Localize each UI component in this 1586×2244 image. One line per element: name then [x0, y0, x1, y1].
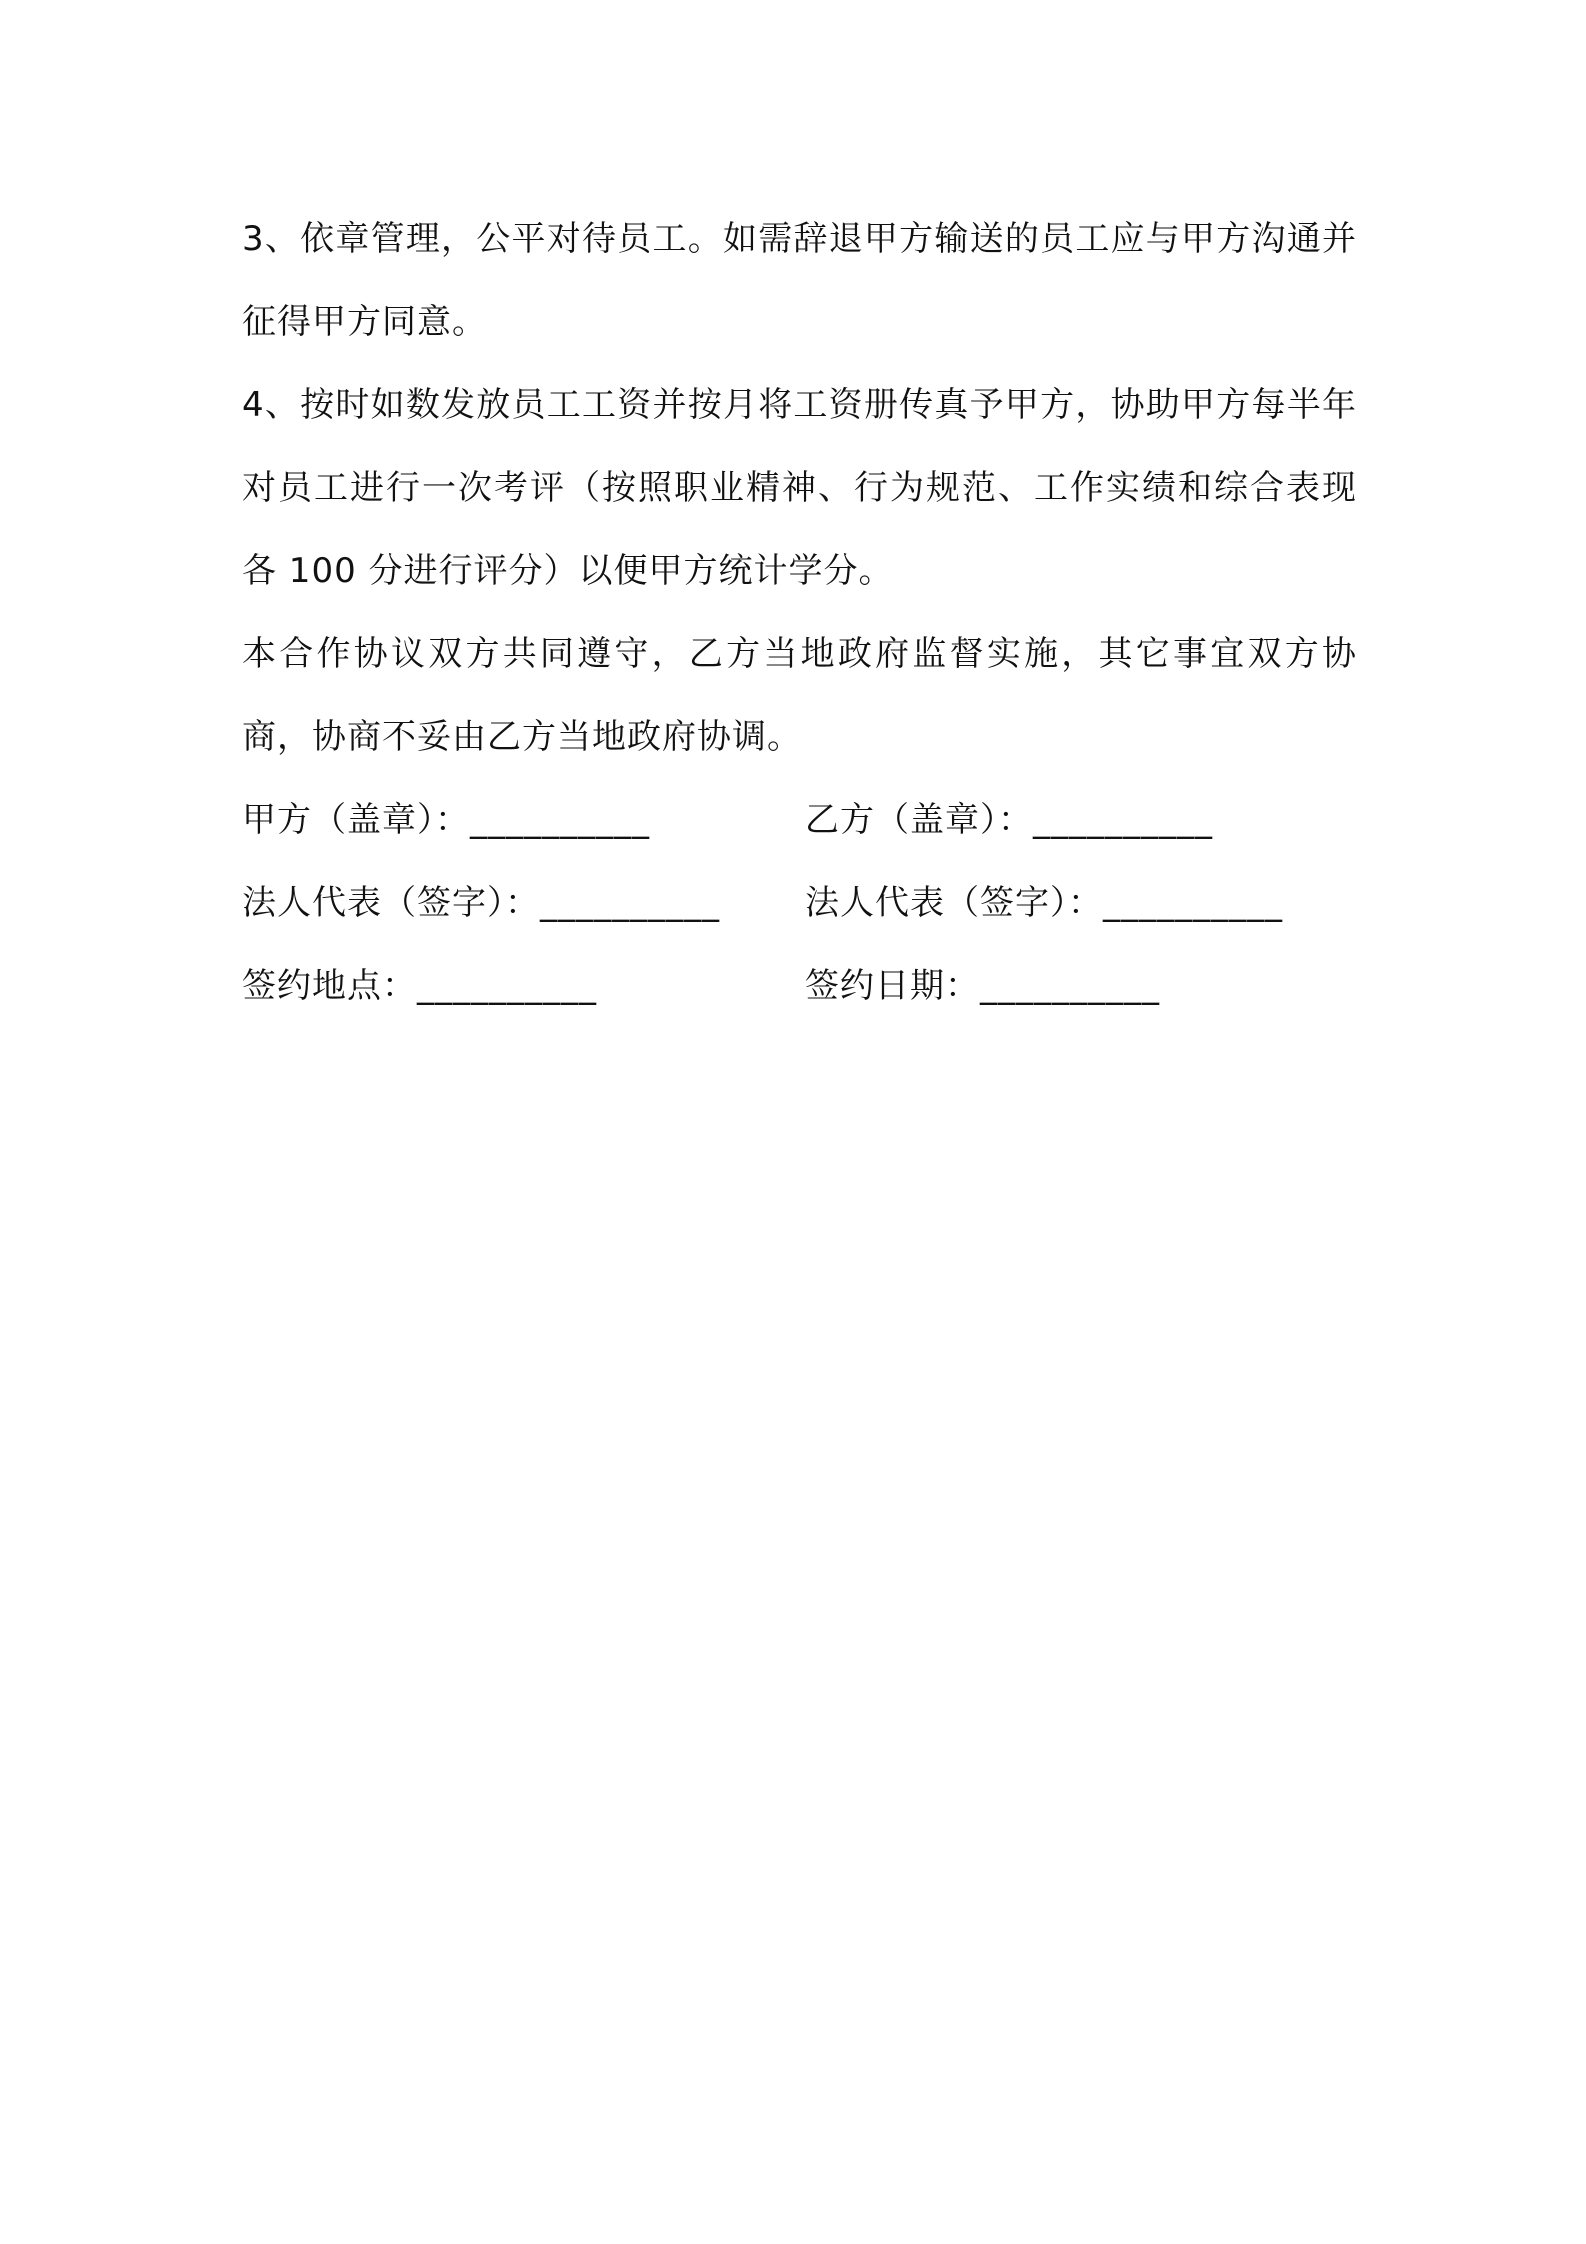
signing-place-field: 签约地点：__________	[242, 966, 597, 1006]
paragraph-clause-3: 3、依章管理，公平对待员工。如需辞退甲方输送的员工应与甲方沟通并征得甲方同意。	[242, 219, 1357, 342]
signature-row-seal	[242, 779, 1357, 862]
signature-row-representative	[242, 862, 1357, 945]
signing-date-field: 签约日期：__________	[805, 966, 1160, 1006]
party-b-representative-field: 法人代表（签字）：__________	[805, 883, 1283, 923]
party-b-seal-field: 乙方（盖章）：__________	[805, 800, 1213, 840]
party-a-seal-field: 甲方（盖章）：__________	[242, 800, 650, 840]
signature-row-place-date	[242, 945, 1357, 1028]
party-a-representative-field: 法人代表（签字）：__________	[242, 883, 720, 923]
paragraph-clause-4: 4、按时如数发放员工工资并按月将工资册传真予甲方，协助甲方每半年对员工进行一次考评（按照职业精神、行为规范、工作实绩和综合表现各 100 分进行评分）以便甲方统计学分。	[242, 385, 1357, 591]
document-body	[242, 198, 1357, 1028]
paragraph-closing: 本合作协议双方共同遵守，乙方当地政府监督实施，其它事宜双方协商，协商不妥由乙方当地政府协调。	[242, 634, 1357, 757]
